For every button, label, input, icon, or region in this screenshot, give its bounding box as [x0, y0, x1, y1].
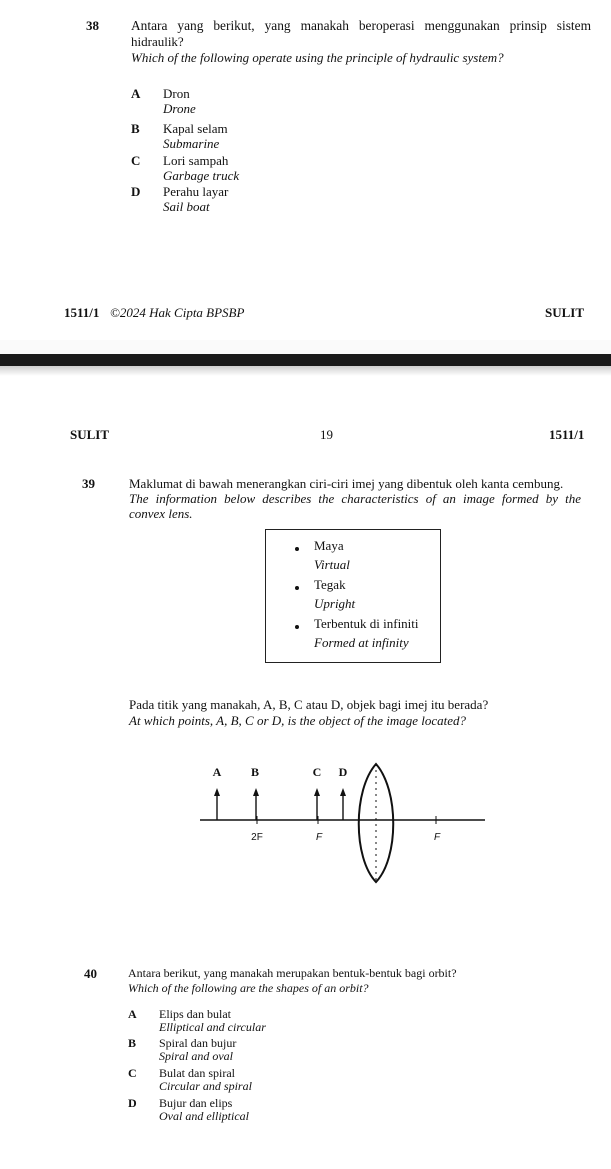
option-text-ms: Perahu layar [163, 184, 229, 199]
option-text-ms: Kapal selam [163, 121, 228, 136]
box-item-ms: Maya [314, 538, 344, 553]
box-item-en: Virtual [314, 557, 350, 572]
page-number: 19 [320, 427, 333, 442]
arrow-b [253, 788, 259, 820]
question-text-ms: Maklumat di bawah menerangkan ciri-ciri imej yang dibentuk oleh kanta cembung. [129, 476, 564, 491]
option-letter: A [131, 86, 141, 101]
page-divider [0, 354, 611, 366]
option-text-en: Elliptical and circular [159, 1020, 266, 1034]
question-prompt-en: At which points, A, B, C or D, is the object of the image located? [129, 713, 466, 728]
question-text-en: Which of the following operate using the principle of hydraulic system? [131, 50, 504, 65]
paper-code: 1511/1 [64, 305, 100, 320]
question-text-en: The information below describes the characteristics of an image formed by the [129, 491, 581, 506]
axis-label-f-left: F [315, 832, 323, 843]
convex-lens [359, 764, 394, 882]
point-label-a: A [212, 765, 222, 779]
page-gap [0, 340, 611, 354]
question-text-ms-cont: hidraulik? [131, 34, 184, 49]
characteristics-box [265, 529, 441, 663]
box-item-ms: Terbentuk di infiniti [314, 616, 419, 631]
question-text-en-cont: convex lens. [129, 506, 193, 521]
arrow-a [214, 788, 220, 820]
option-text-en: Drone [163, 101, 196, 116]
paper-code: 1511/1 [549, 427, 585, 442]
box-item-en: Upright [314, 596, 356, 611]
option-text-ms: Lori sampah [163, 153, 229, 168]
option-text-ms: Dron [163, 86, 190, 101]
point-label-d: D [338, 765, 348, 779]
option-letter: C [131, 153, 141, 168]
option-text-en: Circular and spiral [159, 1079, 252, 1093]
option-text-ms: Bulat dan spiral [159, 1066, 235, 1080]
question-text-ms: Antara berikut, yang manakah merupakan bentuk-bentuk bagi orbit? [128, 966, 457, 980]
axis-label-f-right: F [433, 832, 441, 843]
page-shadow [0, 366, 611, 376]
question-number: 40 [84, 966, 97, 981]
option-text-en: Spiral and oval [159, 1049, 233, 1063]
box-item-en: Formed at infinity [314, 635, 409, 650]
bullet [295, 547, 299, 551]
question-text-en: Which of the following are the shapes of an orbit? [128, 981, 369, 995]
option-letter: C [128, 1066, 137, 1080]
arrow-c [314, 788, 320, 820]
copyright-text: ©2024 Hak Cipta BPSBP [110, 305, 245, 320]
option-text-ms: Elips dan bulat [159, 1007, 231, 1021]
option-text-en: Sail boat [163, 199, 210, 214]
axis-label-2f: 2F [251, 832, 263, 843]
option-letter: B [128, 1036, 137, 1050]
option-letter: B [131, 121, 140, 136]
question-text-ms: Antara yang berikut, yang manakah beroperasi menggunakan prinsip sistem [131, 18, 591, 33]
question-prompt-ms: Pada titik yang manakah, A, B, C atau D, objek bagi imej itu berada? [129, 697, 489, 712]
bullet [295, 586, 299, 590]
point-label-c: C [312, 765, 322, 779]
option-text-en: Oval and elliptical [159, 1109, 249, 1123]
sulit-label: SULIT [70, 427, 110, 442]
question-number: 38 [86, 18, 99, 33]
sulit-label: SULIT [545, 305, 585, 320]
option-letter: D [128, 1096, 137, 1110]
bullet [295, 625, 299, 629]
option-letter: D [131, 184, 141, 199]
arrow-d [340, 788, 346, 820]
point-label-b: B [250, 765, 260, 779]
lens-diagram [195, 750, 495, 900]
box-item-ms: Tegak [314, 577, 346, 592]
option-text-ms: Spiral dan bujur [159, 1036, 237, 1050]
option-text-ms: Bujur dan elips [159, 1096, 233, 1110]
question-number: 39 [82, 476, 95, 491]
option-letter: A [128, 1007, 137, 1021]
option-text-en: Submarine [163, 136, 220, 151]
option-text-en: Garbage truck [163, 168, 240, 183]
